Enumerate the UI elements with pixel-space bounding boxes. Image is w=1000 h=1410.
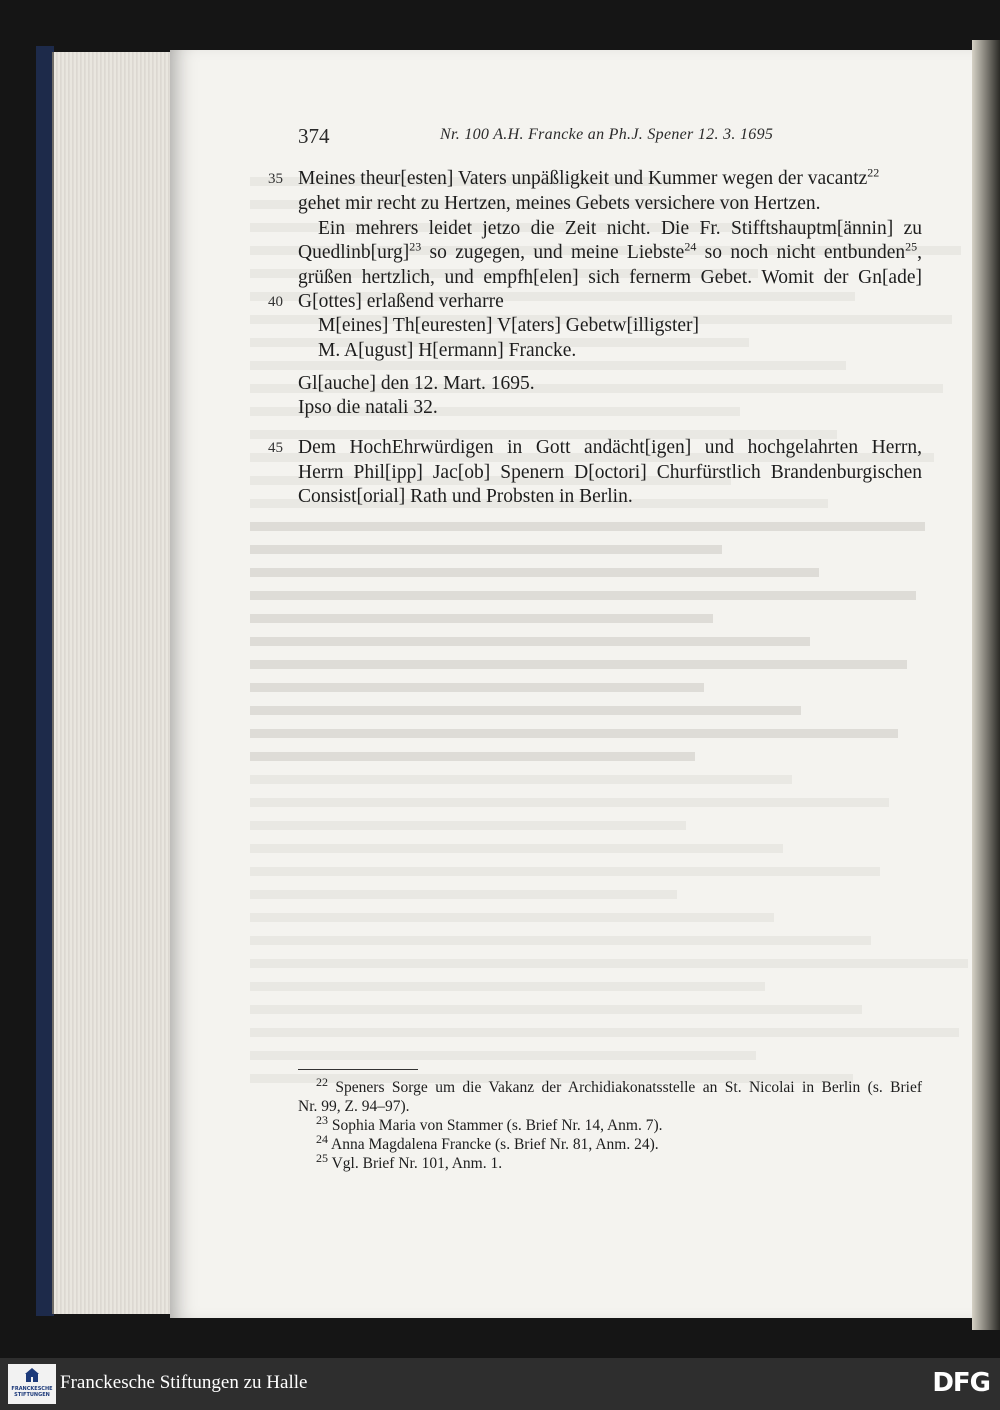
show-through-line <box>250 522 925 538</box>
show-through-line <box>250 821 686 837</box>
footnote-24: $^{24}$ Anna Magdalena Francke (s. Brief Nr. 81, Anm. 24). <box>316 1131 659 1153</box>
show-through-line <box>250 683 704 699</box>
show-through-line <box>250 545 722 561</box>
show-through-line <box>250 936 871 952</box>
show-through-line <box>250 752 695 768</box>
show-through-line <box>250 1051 756 1067</box>
show-through-line <box>250 798 889 814</box>
date-note: Ipso die natali 32. <box>298 397 438 418</box>
address-line: Consist[orial] Rath und Probsten in Berlin. <box>298 486 633 507</box>
logo-text: FRANCKESCHE STIFTUNGEN <box>11 1386 53 1398</box>
page-number: 374 <box>298 124 330 148</box>
line-number: 35 <box>268 171 283 187</box>
text-line: gehet mir recht zu Hertzen, meines Gebets versichere von Hertzen. <box>298 193 821 214</box>
footnote-23: $^{23}$ Sophia Maria von Stammer (s. Brief Nr. 14, Anm. 7). <box>316 1112 663 1134</box>
running-head-title: Nr. 100 A.H. Francke an Ph.J. Spener 12. 3. 1695 <box>440 126 774 143</box>
show-through-line <box>250 982 765 998</box>
institution-name: Franckesche Stiftungen zu Halle <box>60 1372 308 1393</box>
signature-line: M[eines] Th[euresten] V[aters] Gebetw[illigster] <box>318 315 700 336</box>
show-through-line <box>250 660 907 676</box>
show-through-line <box>250 844 783 860</box>
franckesche-stiftungen-logo[interactable] <box>8 1364 56 1404</box>
show-through-line <box>250 959 968 975</box>
footnote-22: $^{22}$ Speners Sorge um die Vakanz der Archidiakonatsstelle an St. Nicolai in Berlin (s. Brief <box>316 1074 922 1096</box>
text-line: Meines theur[esten] Vaters unpäßligkeit und Kummer wegen der vacantz$^{22}$ <box>298 165 880 189</box>
text-line: Ein mehrers leidet jetzo die Zeit nicht. Die Fr. Stifftshauptm[ännin] zu <box>318 218 922 239</box>
building-icon <box>24 1367 40 1383</box>
date-line: Gl[auche] den 12. Mart. 1695. <box>298 373 535 394</box>
show-through-line <box>250 568 819 584</box>
footnote-ref[interactable]: 22 <box>867 165 880 180</box>
show-through-line <box>250 867 880 883</box>
viewer-footer-bar <box>0 1358 1000 1410</box>
footnote-ref[interactable]: 25 <box>905 239 918 254</box>
show-through-line <box>250 775 792 791</box>
text-line: grüßen hertzlich, und empfh[elen] sich fernerm Gebet. Womit der Gn[ade] <box>298 267 922 288</box>
address-line: Herrn Phil[ipp] Jac[ob] Spenern D[octori] Churfürstlich Brandenburgischen <box>298 462 922 483</box>
show-through-line <box>250 1005 862 1021</box>
show-through-line <box>250 706 801 722</box>
show-through-line <box>250 913 774 929</box>
show-through-line <box>250 637 810 653</box>
show-through-line <box>250 1028 959 1044</box>
dfg-logo[interactable]: DFG <box>932 1368 990 1398</box>
line-number: 45 <box>268 440 283 456</box>
footnote-rule <box>298 1069 418 1070</box>
text-line: G[ottes] erlaßend verharre <box>298 291 504 312</box>
show-through-line <box>250 591 916 607</box>
signature-name: M. A[ugust] H[ermann] Francke. <box>318 340 577 361</box>
text-line: Quedlinb[urg]$^{23}$ so zugegen, und meine Liebste$^{24}$ so noch nicht entbunden$^{25}$, <box>298 239 922 263</box>
show-through-line <box>250 614 713 630</box>
footnote-22-cont: Nr. 99, Z. 94–97). <box>298 1098 410 1115</box>
line-number: 40 <box>268 294 283 310</box>
footnote-ref[interactable]: 23 <box>409 239 422 254</box>
show-through-line <box>250 890 677 906</box>
show-through-line <box>250 729 898 745</box>
page-edges <box>52 52 174 1314</box>
footnote-25: $^{25}$ Vgl. Brief Nr. 101, Anm. 1. <box>316 1150 503 1172</box>
address-line: Dem HochEhrwürdigen in Gott andächt[igen] und hochgelahrten Herrn, <box>298 437 922 458</box>
footnote-ref[interactable]: 24 <box>684 239 697 254</box>
